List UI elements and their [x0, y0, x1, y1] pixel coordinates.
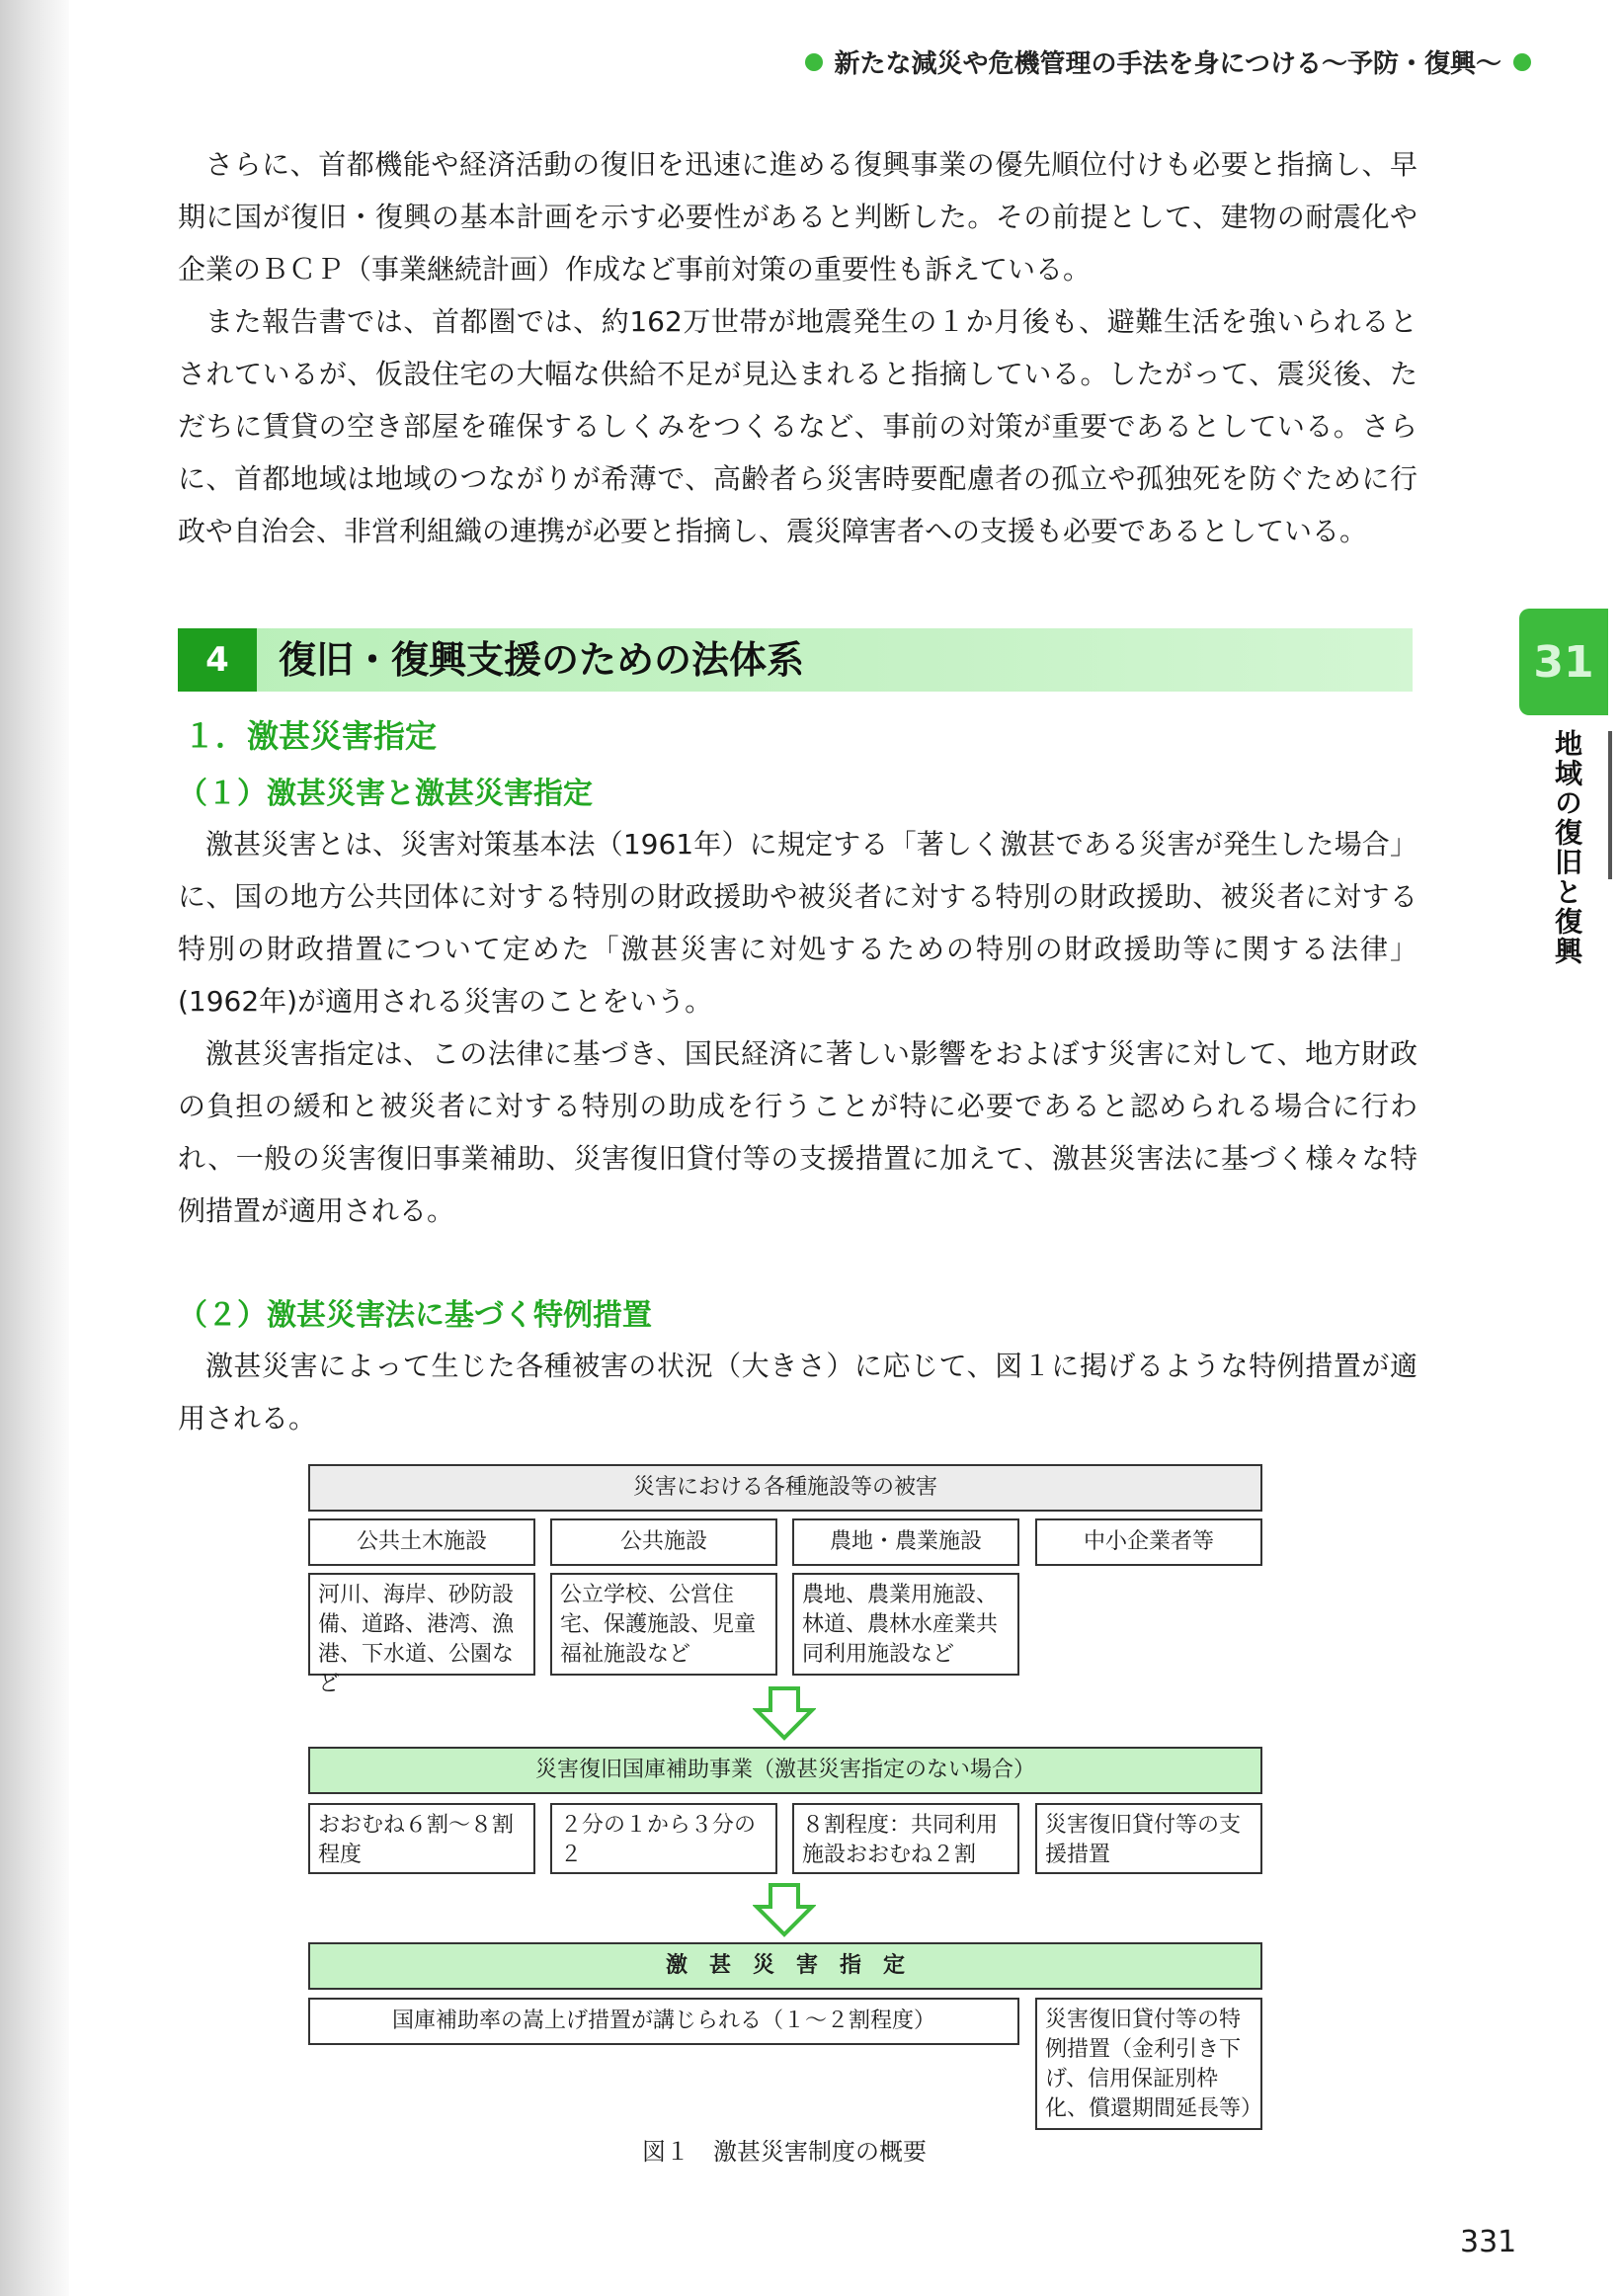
running-header-title: 新たな減災や危機管理の手法を身につける〜予防・復興〜 — [834, 49, 1501, 79]
running-header — [805, 43, 1531, 80]
paragraph-5: 激甚災害によって生じた各種被害の状況（大きさ）に応じて、図１に掲げるような特例措置が適用される。 — [178, 1350, 1418, 1435]
category-box: 公共施設 — [550, 1518, 777, 1566]
page-number: 331 — [1460, 2225, 1517, 2259]
rate-box: 災害復旧貸付等の支援措置 — [1035, 1803, 1262, 1874]
paragraph-2: また報告書では、首都圏では、約162万世帯が地震発生の１か月後も、避難生活を強いられるとされているが、仮設住宅の大幅な供給不足が見込まれると指摘している。したがって、震災後、ただちに賃貸の空き部屋を確保するしくみをつくるなど、事前の対策が重要であるとしている。さらに、首都地域は地域のつながりが希薄で、高齢者ら災害時要配慮者の孤立や孤独死を防ぐために行政や自治会、非営利組織の連携が必要と指摘し、震災障害者への支援も必要であるとしている。 — [178, 305, 1418, 547]
detail-box: 河川、海岸、砂防設備、道路、港湾、漁港、下水道、公園など — [308, 1573, 535, 1676]
category-box: 中小企業者等 — [1035, 1518, 1262, 1566]
down-arrow-icon — [753, 1883, 816, 1938]
chapter-tab: 31 — [1519, 609, 1608, 715]
section-heading — [178, 628, 1413, 692]
category-box: 農地・農業施設 — [792, 1518, 1019, 1566]
paragraph-4: 激甚災害指定は、この法律に基づき、国民経済に著しい影響をおよぼす災害に対して、地方財政の負担の緩和と被災者に対する特別の助成を行うことが特に必要であると認められる場合に行われ、一般の災害復旧事業補助、災害復旧貸付等の支援措置に加えて、激甚災害法に基づく様々な特例措置が適用される。 — [178, 1037, 1418, 1227]
figure-caption: 図１ 激甚災害制度の概要 — [642, 2138, 927, 2166]
chapter-tab-rule — [1608, 731, 1612, 879]
detail-box: 公立学校、公営住宅、保護施設、児童福祉施設など — [550, 1573, 777, 1676]
subheading-1-2: （２）激甚災害法に基づく特例措置 — [178, 1298, 652, 1333]
rate-box: ８割程度：共同利用施設おおむね２割 — [792, 1803, 1019, 1874]
bottom-left-box: 国庫補助率の嵩上げ措置が講じられる（１〜２割程度） — [308, 1998, 1019, 2045]
bullet-dot-icon — [1513, 53, 1531, 71]
diagram-bottom-header: 激 甚 災 害 指 定 — [308, 1942, 1262, 1990]
section-title: 復旧・復興支援のための法体系 — [279, 638, 805, 682]
subheading-1-1: （１）激甚災害と激甚災害指定 — [178, 777, 593, 811]
rate-box: ２分の１から３分の２ — [550, 1803, 777, 1874]
book-spine-shadow — [0, 0, 69, 2296]
chapter-tab-title: 地域の復旧と復興 — [1551, 729, 1583, 966]
diagram-top-header: 災害における各種施設等の被害 — [308, 1464, 1262, 1512]
down-arrow-icon — [753, 1686, 816, 1742]
category-box: 公共土木施設 — [308, 1518, 535, 1566]
subheading-1: １．激甚災害指定 — [184, 717, 438, 755]
rate-box: おおむね６割〜８割程度 — [308, 1803, 535, 1874]
diagram-mid-header: 災害復旧国庫補助事業（激甚災害指定のない場合） — [308, 1747, 1262, 1794]
paragraph-3: 激甚災害とは、災害対策基本法（1961年）に規定する「著しく激甚である災害が発生した場合」に、国の地方公共団体に対する特別の財政援助や被災者に対する特別の財政援助、被災者に対する特別の財政措置について定めた「激甚災害に対処するための特別の財政援助等に関する法律」(1962年)が適用される災害のことをいう。 — [178, 828, 1418, 1018]
section-number: 4 — [178, 628, 257, 692]
detail-box: 農地、農業用施設、林道、農林水産業共同利用施設など — [792, 1573, 1019, 1676]
paragraph-1: さらに、首都機能や経済活動の復旧を迅速に進める復興事業の優先順位付けも必要と指摘し、早期に国が復旧・復興の基本計画を示す必要性があると判断した。その前提として、建物の耐震化や企業のＢＣＰ（事業継続計画）作成など事前対策の重要性も訴えている。 — [178, 148, 1418, 286]
bullet-dot-icon — [805, 53, 823, 71]
bottom-right-box: 災害復旧貸付等の特例措置（金利引き下げ、信用保証別枠化、償還期間延長等） — [1035, 1998, 1262, 2130]
